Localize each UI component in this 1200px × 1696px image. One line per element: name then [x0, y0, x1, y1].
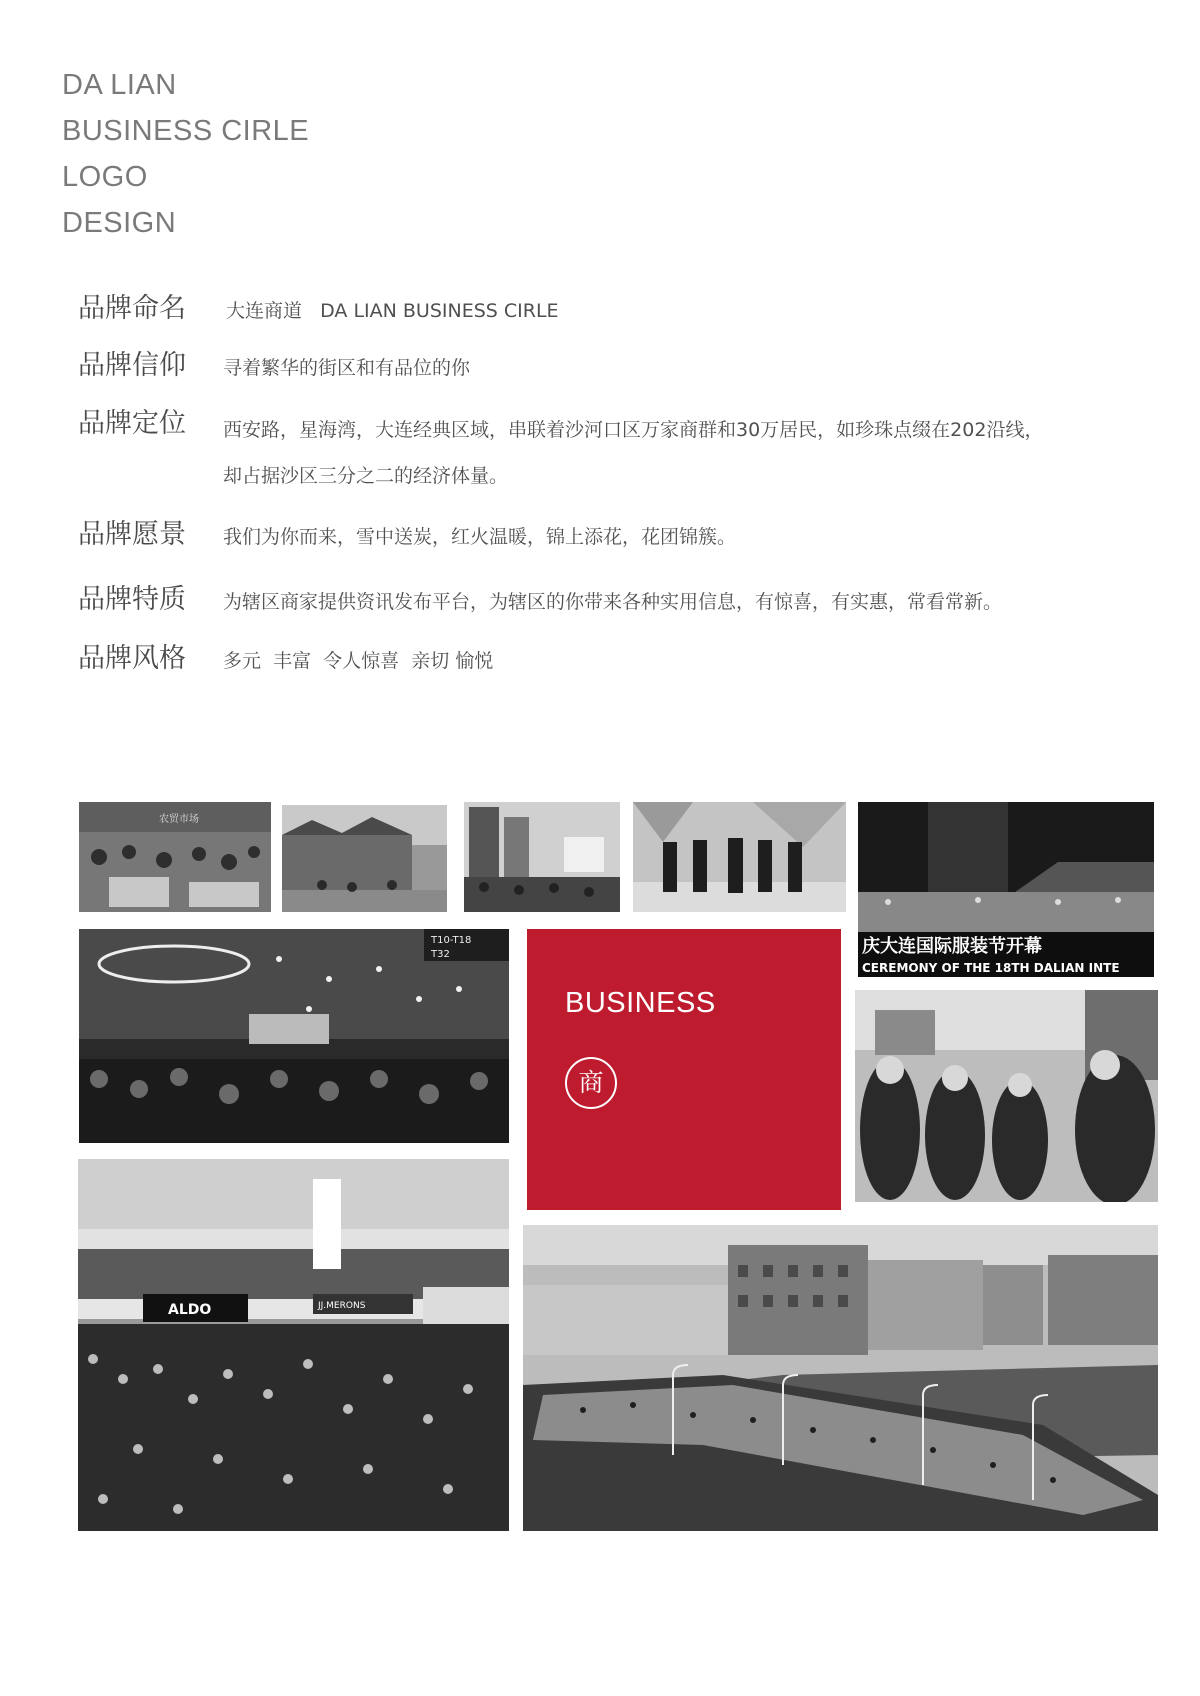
title-line-3: LOGO — [62, 161, 148, 193]
business-glyph-badge: 商 — [565, 1057, 617, 1109]
title-line-2: BUSINESS CIRLE — [62, 115, 310, 147]
store-sign-jj: JJ.MERONS — [318, 1301, 366, 1311]
business-panel-title: BUSINESS — [565, 987, 716, 1019]
photo-street-people — [855, 990, 1158, 1202]
brand-vision-label: 品牌愿景 — [78, 519, 186, 550]
brand-traits-label: 品牌特质 — [78, 584, 186, 615]
title-line-4: DESIGN — [62, 207, 177, 239]
store-sign-aldo: ALDO — [168, 1302, 212, 1318]
photo-ceremony-stage — [858, 802, 1154, 977]
brand-style-label: 品牌风格 — [78, 643, 186, 674]
business-panel — [527, 929, 841, 1210]
brand-belief-value: 寻着繁华的街区和有品位的你 — [223, 357, 471, 379]
photo-storefront — [282, 805, 447, 912]
market-sign-text: 农贸市场 — [159, 814, 199, 825]
photo-market-crowd — [79, 802, 271, 912]
title-line-1: DA LIAN — [62, 69, 177, 101]
brand-naming-label: 品牌命名 — [78, 293, 186, 324]
photo-city-bridge — [523, 1225, 1158, 1531]
brand-positioning-line2: 却占据沙区三分之二的经济体量。 — [223, 465, 509, 487]
brand-naming-value: 大连商道 DA LIAN BUSINESS CIRLE — [226, 300, 559, 322]
ceremony-banner-en: CEREMONY OF THE 18TH DALIAN INTE — [862, 961, 1120, 975]
hall-sign-1: T10-T18 — [431, 935, 472, 946]
ceremony-banner-cn: 庆大连国际服装节开幕 — [862, 936, 1042, 957]
photo-officials-walking — [633, 802, 846, 912]
brand-belief-label: 品牌信仰 — [78, 350, 186, 381]
photo-mall-atrium — [78, 1159, 509, 1531]
brand-vision-value: 我们为你而来，雪中送炭，红火温暖，锦上添花，花团锦簇。 — [223, 526, 737, 548]
brand-positioning-line1: 西安路，星海湾，大连经典区域，串联着沙河口区万家商群和30万居民，如珍珠点缀在202沿线， — [223, 419, 1044, 441]
brand-style-value: 多元 丰富 令人惊喜 亲切 愉悦 — [223, 650, 494, 672]
brand-positioning-label: 品牌定位 — [78, 408, 186, 439]
page-title-block — [62, 62, 309, 246]
brand-traits-value: 为辖区商家提供资讯发布平台，为辖区的你带来各种实用信息，有惊喜，有实惠，常看常新。 — [223, 591, 1003, 613]
hall-sign-2: T32 — [431, 949, 450, 960]
photo-street-crowd — [464, 802, 620, 912]
photo-concert-hall — [79, 929, 509, 1143]
